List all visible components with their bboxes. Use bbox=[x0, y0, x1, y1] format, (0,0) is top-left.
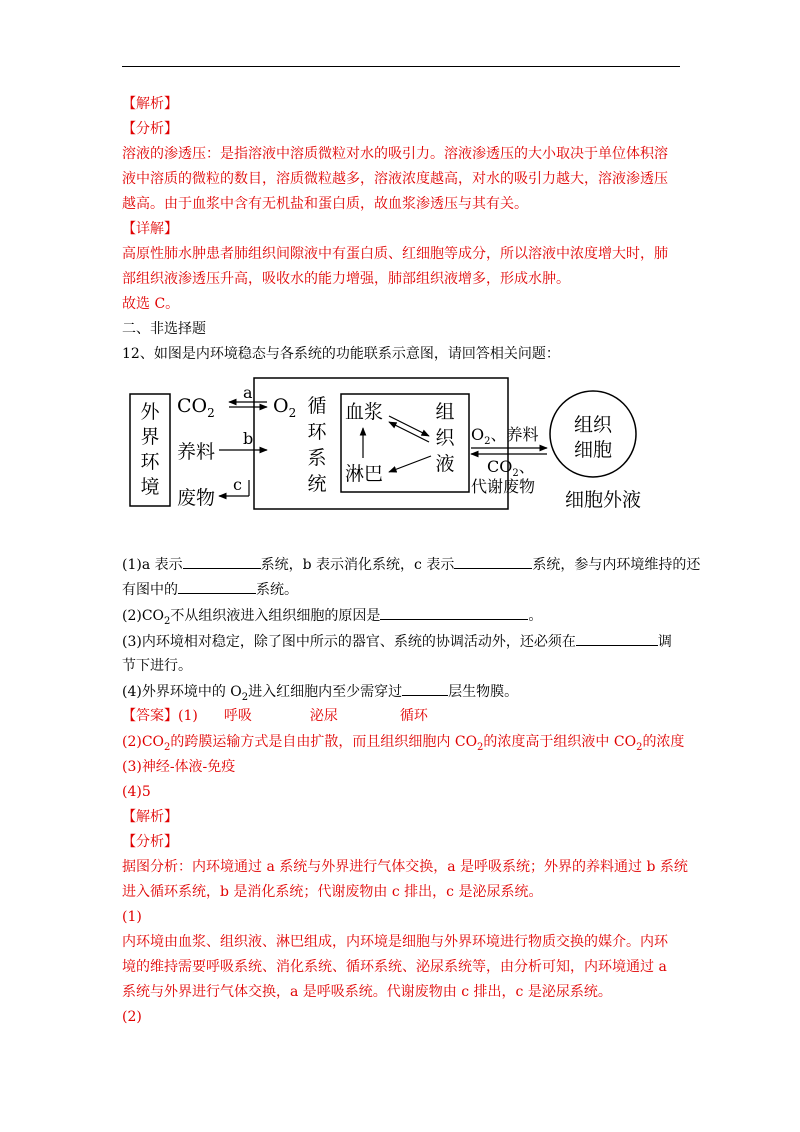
answer-choice: 故选 C。 bbox=[122, 296, 180, 312]
outer-label: 境 bbox=[140, 476, 160, 498]
tissue-cell-label: 细胞 bbox=[573, 439, 613, 461]
question-4: (4)外界环境中的 $O_2$进入红细胞内至少需穿过 层生物膜。 bbox=[122, 681, 518, 708]
paragraph-line: 境的维持需要呼吸系统、消化系统、循环系统、泌尿系统等，由分析可知，内环境通过 a bbox=[122, 959, 667, 975]
arrow-tissue-to-lymph bbox=[389, 456, 431, 472]
question-1-cont: 有图中的 系统。 bbox=[122, 579, 298, 600]
arrow-tissue-to-plasma bbox=[389, 422, 429, 442]
header-rule bbox=[122, 66, 680, 67]
lymph-label: 淋巴 bbox=[345, 463, 384, 485]
circulatory-label: 系 bbox=[307, 447, 327, 469]
section-label-breakdown: 【分析】 bbox=[122, 121, 178, 137]
section-label-analysis: 【解析】 bbox=[122, 809, 178, 825]
question-stem: 12、如图是内环境稳态与各系统的功能联系示意图，请回答相关问题： bbox=[122, 346, 560, 362]
tissue-cell-label: 组织 bbox=[573, 414, 613, 436]
answer-blank[interactable] bbox=[178, 579, 256, 594]
outer-label: 外 bbox=[140, 401, 160, 423]
section-label-detail: 【详解】 bbox=[122, 221, 178, 237]
homeostasis-diagram bbox=[127, 376, 647, 514]
co2-out-label: $CO_2$、 bbox=[487, 457, 535, 479]
circulatory-label: 统 bbox=[307, 473, 327, 495]
question-1: (1)a 表示 系统，b 表示消化系统，c 表示 系统，参与内环境维持的还 bbox=[122, 554, 700, 575]
answer-blank[interactable] bbox=[576, 631, 658, 646]
paragraph-line: 溶液的渗透压：是指溶液中溶质微粒对水的吸引力。溶液渗透压的大小取决于单位体积溶 bbox=[122, 146, 668, 162]
answer-line-4: (4)5 bbox=[122, 784, 151, 800]
plasma-label: 血浆 bbox=[345, 401, 384, 423]
waste-label: 废物 bbox=[177, 487, 216, 509]
paragraph-line: 内环境由血浆、组织液、淋巴组成，内环境是细胞与外界环境进行物质交换的媒介。内环 bbox=[122, 934, 668, 950]
section-label-analysis: 【解析】 bbox=[122, 96, 178, 112]
paragraph-line: 液中溶质的微粒的数目，溶质微粒越多，溶液浓度越高，对水的吸引力越大，溶液渗透压 bbox=[122, 171, 668, 187]
answer-blank[interactable] bbox=[183, 554, 261, 569]
c-label: c bbox=[233, 475, 242, 494]
question-3-cont: 节下进行。 bbox=[122, 658, 192, 674]
circulatory-label: 环 bbox=[307, 421, 327, 443]
o2-label: $O_2$ bbox=[273, 395, 297, 420]
b-label: b bbox=[243, 429, 254, 448]
answer-line-2: $(2)CO_2$的跨膜运输方式是自由扩散，而且组织细胞内 $CO_2$的浓度高于组织液中 $CO_2$的浓度 bbox=[122, 734, 685, 753]
paragraph-line: 据图分析：内环境通过 a 系统与外界进行气体交换，a 是呼吸系统；外界的养料通过 b 系统 bbox=[122, 859, 688, 875]
answer-line-1: 【答案】(1) 呼吸 泌尿 循环 bbox=[122, 708, 428, 724]
paragraph-line: 越高。由于血浆中含有无机盐和蛋白质，故血浆渗透压与其有关。 bbox=[122, 196, 528, 212]
paragraph-line: 进入循环系统，b 是消化系统；代谢废物由 c 排出，c 是泌尿系统。 bbox=[122, 884, 543, 900]
question-2: $(2)CO_2$不从组织液进入组织细胞的原因是 。 bbox=[122, 605, 542, 632]
subsection-number: (2) bbox=[122, 1009, 142, 1025]
circulatory-system-box bbox=[254, 378, 508, 509]
tissue-fluid-label: 组 bbox=[435, 401, 455, 423]
outer-label: 环 bbox=[140, 451, 160, 473]
tissue-fluid-label: 织 bbox=[435, 427, 455, 449]
o2-nutrient-label: $O_2$、养料 bbox=[471, 425, 539, 447]
paragraph-line: 部组织液渗透压升高，吸收水的能力增强，肺部组织液增多，形成水肿。 bbox=[122, 271, 570, 287]
arrow-plasma-to-tissue bbox=[389, 416, 429, 436]
section-label-breakdown: 【分析】 bbox=[122, 834, 178, 850]
extracellular-fluid-label: 细胞外液 bbox=[565, 489, 642, 511]
section-heading: 二、非选择题 bbox=[122, 321, 206, 337]
paragraph-line: 高原性肺水肿患者肺组织间隙液中有蛋白质、红细胞等成分，所以溶液中浓度增大时，肺 bbox=[122, 246, 668, 262]
outer-label: 界 bbox=[140, 426, 160, 448]
answer-blank[interactable] bbox=[380, 605, 528, 620]
question-3: (3)内环境相对稳定，除了图中所示的器官、系统的协调活动外，还必须在 调 bbox=[122, 631, 672, 652]
nutrient-label: 养料 bbox=[177, 441, 216, 463]
tissue-fluid-label: 液 bbox=[435, 453, 455, 475]
subsection-number: (1) bbox=[122, 909, 142, 925]
a-label: a bbox=[243, 383, 253, 402]
paragraph-line: 系统与外界进行气体交换，a 是呼吸系统。代谢废物由 c 排出，c 是泌尿系统。 bbox=[122, 984, 612, 1000]
answer-blank[interactable] bbox=[402, 681, 448, 696]
metabolic-waste-label: 代谢废物 bbox=[471, 477, 536, 496]
circulatory-label: 循 bbox=[307, 395, 327, 417]
co2-label: $CO_2$ bbox=[177, 395, 215, 420]
answer-blank[interactable] bbox=[454, 554, 532, 569]
answer-line-3: (3)神经-体液-免疫 bbox=[122, 759, 236, 775]
